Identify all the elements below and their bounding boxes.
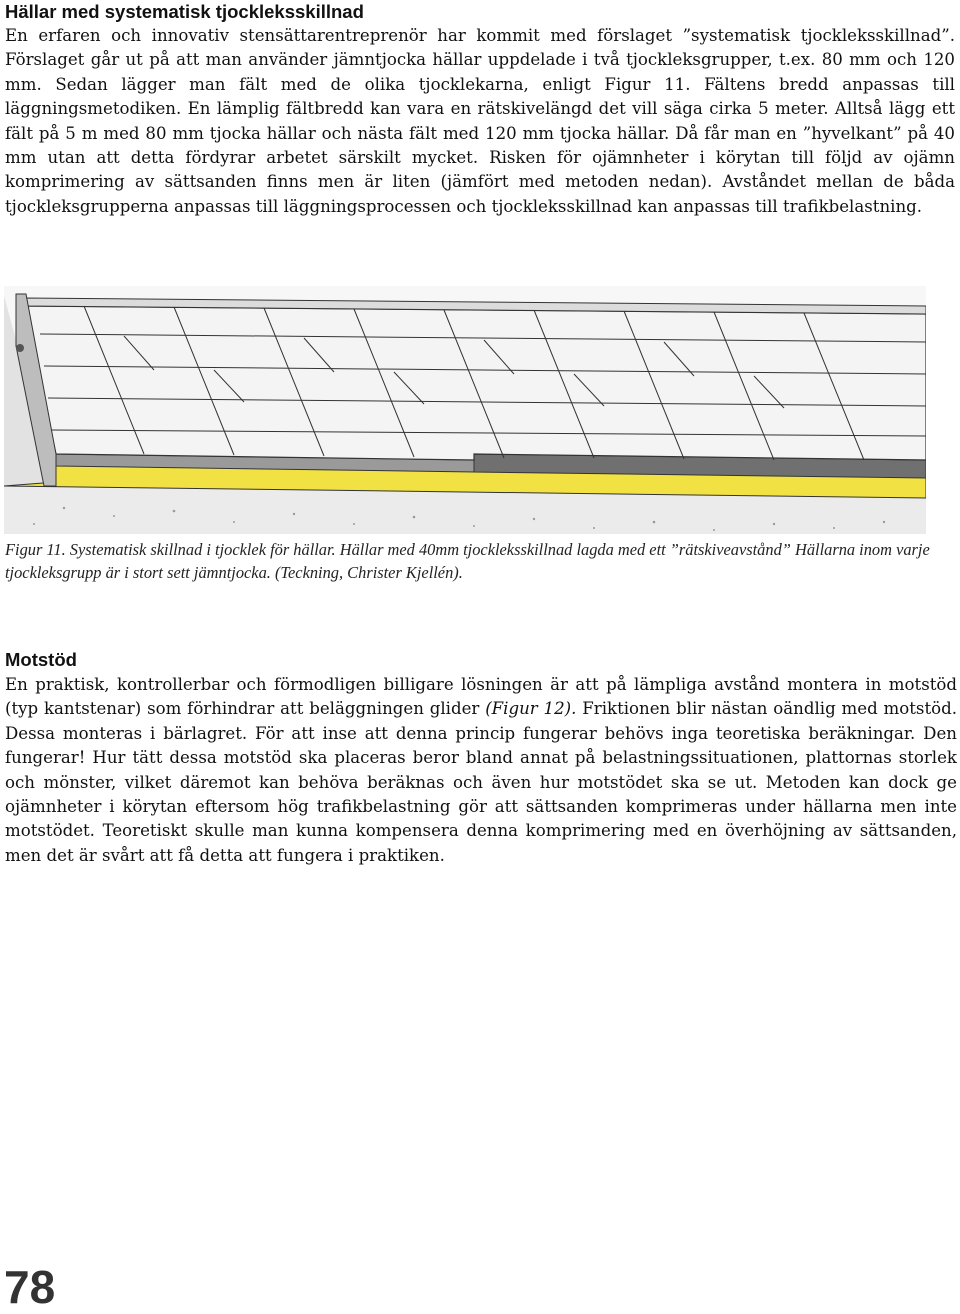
restraint-bolt bbox=[16, 344, 24, 352]
paving-slab-figure bbox=[4, 286, 926, 534]
slab-surface bbox=[24, 306, 926, 460]
body-text: Friktionen blir nästan oändlig med motstöd. Dessa monteras i bärlagret. För att inse att denna princip fungerar behövs inga teoretiska beräkningar. Den fungerar! Hur tätt dessa motstöd ska placeras beror bland annat på belastningssituationen, plattornas storlek och mönster, vilket däremot kan behöva beräknas och även hur motstödet ska se ut. Metoden kan dock ge ojämnheter i körytan eftersom hög trafikbelastning gör att sättsanden komprimeras under hällarna men inte motstödet. Teoretiskt skulle man kunna kompensera denna komprimering med en överhöjning av sättsanden, men det är svårt att få detta att fungera i praktiken. bbox=[5, 699, 957, 865]
section-title: Motstöd bbox=[5, 649, 77, 670]
paving-slab-drawing bbox=[4, 286, 926, 534]
body-paragraph bbox=[5, 673, 957, 868]
body-text: En praktisk, kontrollerbar och förmodligen billigare lösningen är att på lämpliga avstånd montera in motstöd (typ kantstenar) som förhindrar att beläggningen glider bbox=[5, 675, 957, 719]
figure-caption: Figur 11. Systematisk skillnad i tjocklek för hällar. Hällar med 40mm tjockleksskillnad lagda med ett ”rätskiveavstånd” Hällarna inom varje tjockleksgrupp är i stort sett jämntjocka. (Teckning, Christer Kjellén). bbox=[5, 540, 930, 582]
body-paragraph: En erfaren och innovativ stensättarentreprenör har kommit med förslaget ”systematisk tjockleksskillnad”. Förslaget går ut på att man använder jämntjocka hällar uppdelade i två tjockleksgrupper, t.ex. 80 mm och 120 mm. Sedan lägger man fält med de olika tjocklekarna, enligt Figur 11. Fältens bredd anpassas till läggningsmetodiken. En lämplig fältbredd kan vara en rätskivelängd det vill säga cirka 5 meter. Alltså lägg ett fält på 5 m med 80 mm tjocka hällar och nästa fält med 120 mm tjocka hällar. Då får man en ”hyvelkant” på 40 mm utan att detta fördyrar arbetet särskilt mycket. Risken för ojämnheter i körytan till följd av ojämn komprimering av sättsanden finns men är liten (jämfört med metoden nedan). Avståndet mellan de båda tjockleksgrupperna anpassas till läggningsprocessen och tjockleksskillnad kan anpassas till trafikbelastning. bbox=[5, 26, 955, 216]
section-title: Hällar med systematisk tjockleksskillnad bbox=[5, 1, 364, 22]
figure-reference: (Figur 12). bbox=[485, 699, 577, 719]
page-number: 78 bbox=[4, 1261, 56, 1313]
